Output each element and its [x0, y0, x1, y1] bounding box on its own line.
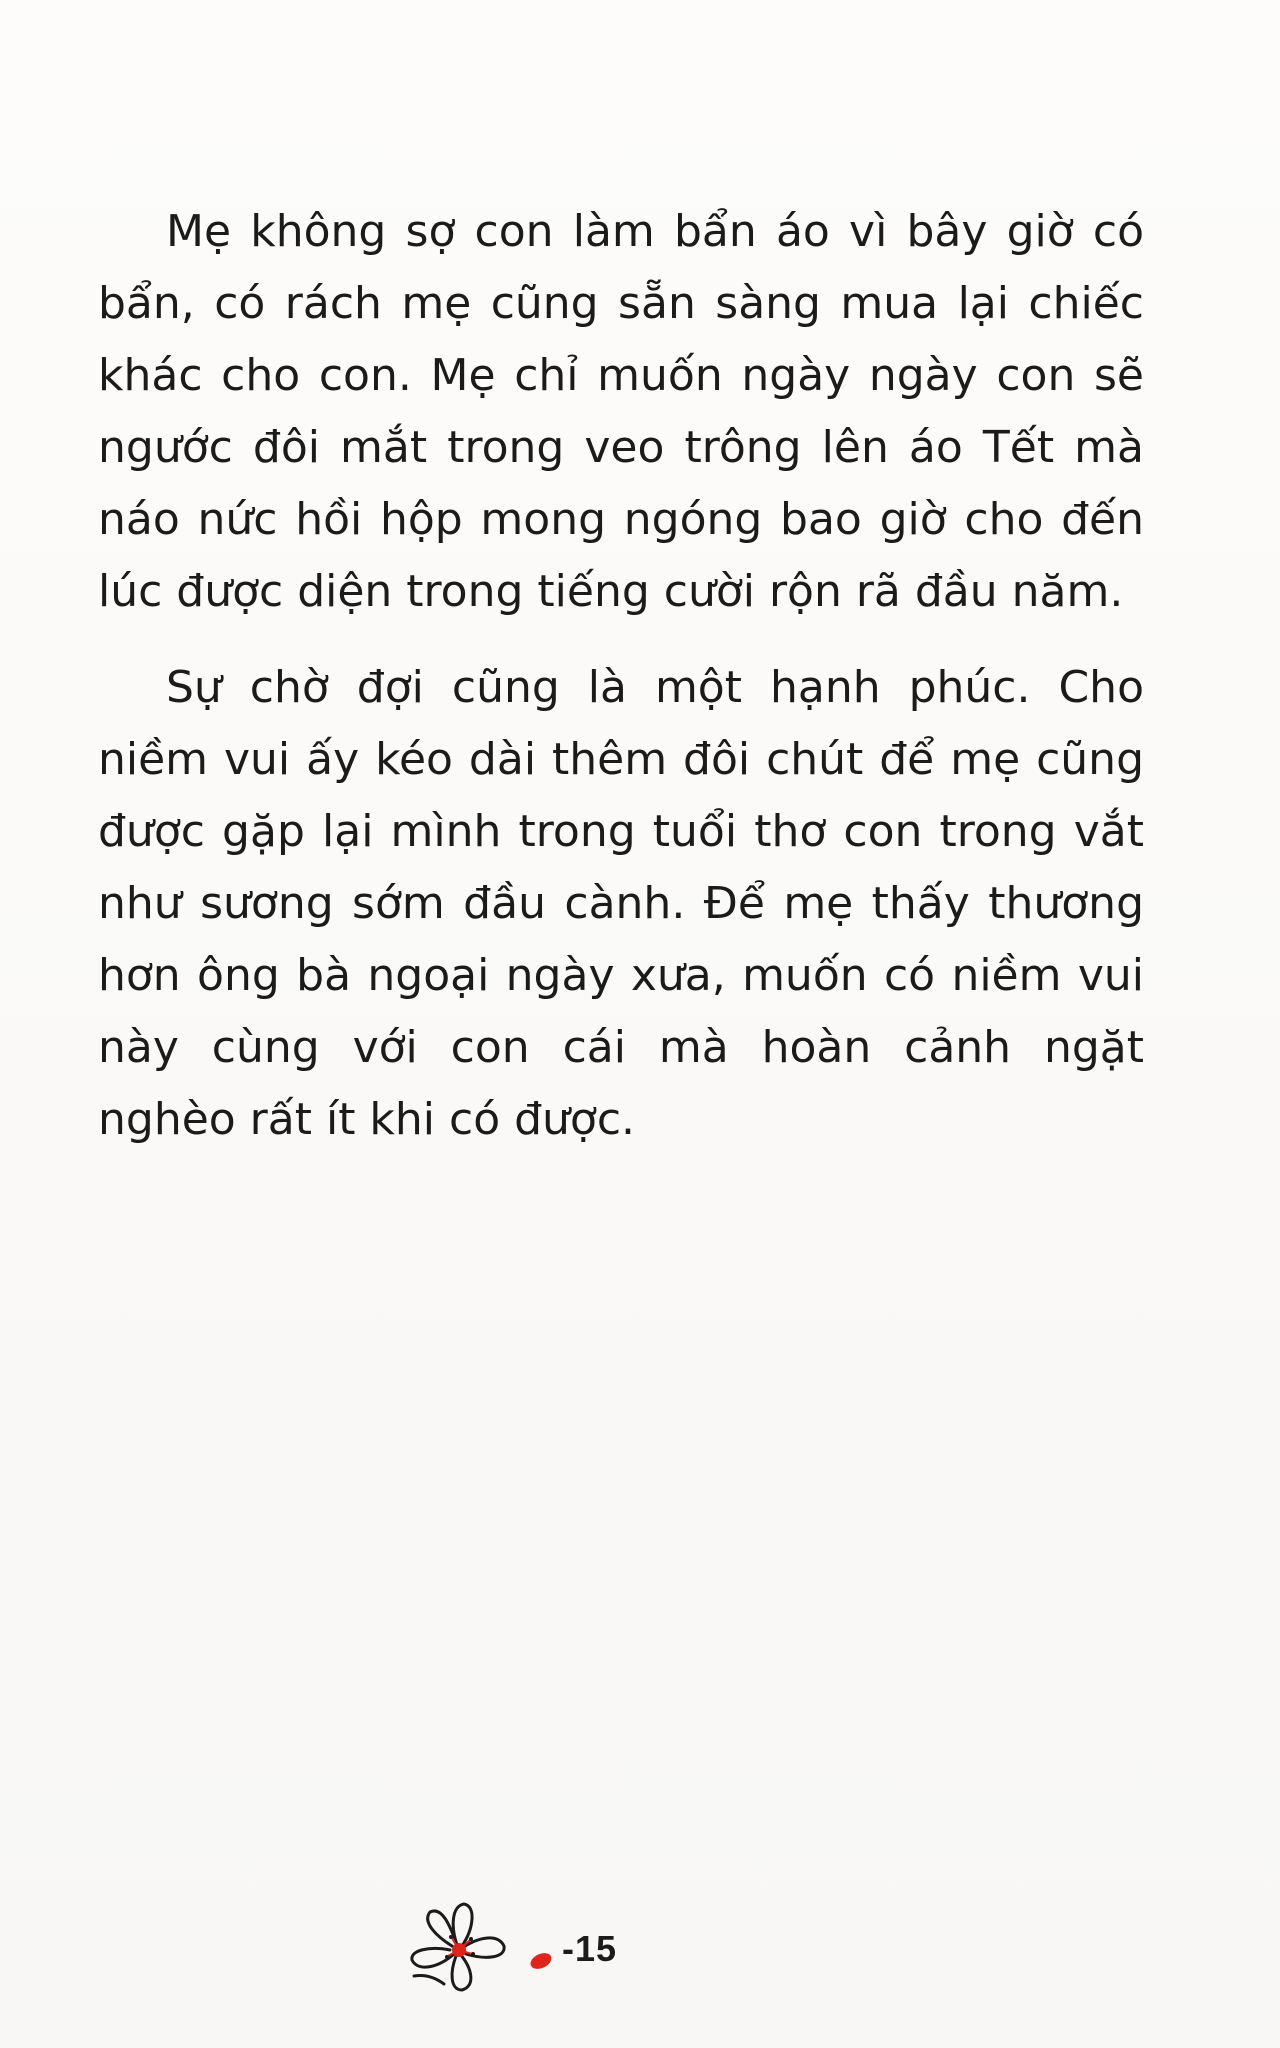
paragraph-2: Sự chờ đợi cũng là một hạnh phúc. Cho niềm vui ấy kéo dài thêm đôi chút để mẹ cũng được gặp lại mình trong tuổi thơ con trong vắt như sương sớm đầu cành. Để mẹ thấy thương hơn ông bà ngoại ngày xưa, muốn có niềm vui này cùng với con cái mà hoàn cảnh ngặt nghèo rất ít khi có được. [98, 662, 1144, 1145]
page-footer [400, 1896, 720, 1996]
page-number: -15 [562, 1928, 618, 1969]
flower-icon [400, 1896, 520, 1996]
red-dot-ornament [528, 1950, 554, 1972]
body-text [98, 196, 1144, 1156]
paragraph-1: Mẹ không sợ con làm bẩn áo vì bây giờ có bẩn, có rách mẹ cũng sẵn sàng mua lại chiếc khác cho con. Mẹ chỉ muốn ngày ngày con sẽ ngước đôi mắt trong veo trông lên áo Tết mà náo nức hồi hộp mong ngóng bao giờ cho đến lúc được diện trong tiếng cười rộn rã đầu năm. [98, 206, 1144, 617]
